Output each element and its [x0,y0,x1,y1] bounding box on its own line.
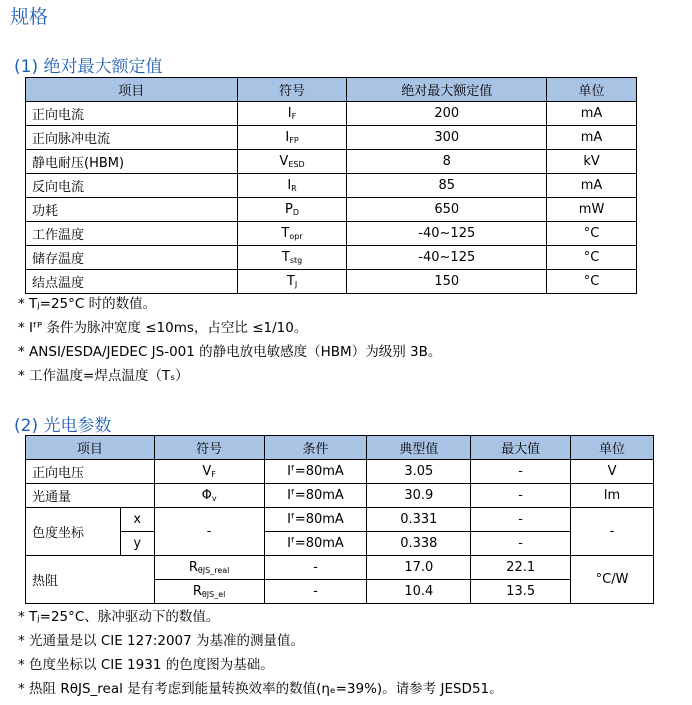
value-cell: 200 [347,102,547,126]
table-row [26,198,637,222]
symbol-cell: $R_{\theta JS\_el}$ [154,580,264,604]
value-cell: -40~125 [347,246,547,270]
max-cell: - [471,460,571,484]
typical-cell: 3.05 [367,460,471,484]
table-row [26,222,637,246]
item-cell: 功耗 [26,198,238,222]
note: * 工作温度=焊点温度（Tₛ） [18,368,189,384]
header-symbol: 符号 [154,436,264,460]
symbol-cell: $T_{stg}$ [237,246,347,270]
header-unit: 单位 [571,436,654,460]
symbol-cell: $V_F$ [154,460,264,484]
table-row-chromaticity-x [26,508,654,532]
symbol-cell: $I_R$ [237,174,347,198]
header-symbol: 符号 [237,78,347,102]
table-header-row [26,78,637,102]
table-row [26,270,637,294]
unit-cell: mA [547,174,637,198]
unit-cell: mA [547,102,637,126]
symbol-cell: $P_D$ [237,198,347,222]
unit-cell: kV [547,150,637,174]
table-row-chromaticity-y [26,532,654,556]
sub-item-cell: y [120,532,154,556]
symbol-cell: $R_{\theta JS\_real}$ [154,556,264,580]
section-title-electro-optical: (2) 光电参数 [14,416,112,436]
typical-cell: 30.9 [367,484,471,508]
condition-cell: Iᶠ=80mA [264,484,367,508]
value-cell: 650 [347,198,547,222]
item-cell: 正向脉冲电流 [26,126,238,150]
item-cell: 工作温度 [26,222,238,246]
item-cell: 色度坐标 [26,508,121,556]
condition-cell: - [264,556,367,580]
header-rating: 绝对最大额定值 [347,78,547,102]
notes-absolute-max [18,292,441,388]
value-cell: 85 [347,174,547,198]
item-cell: 结点温度 [26,270,238,294]
symbol-cell: $V_{ESD}$ [237,150,347,174]
table-header-row [26,436,654,460]
note: * Tⱼ=25°C、脉冲驱动下的数值。 [18,609,220,625]
item-cell: 反向电流 [26,174,238,198]
page-title: 规格 [10,6,49,28]
symbol-cell: $I_F$ [237,102,347,126]
unit-cell: °C [547,222,637,246]
unit-cell: °C/W [571,556,654,604]
max-cell: - [471,508,571,532]
note: * Iᶠᴾ 条件为脉冲宽度 ≤10ms，占空比 ≤1/10。 [18,320,308,336]
unit-cell: °C [547,270,637,294]
unit-cell: °C [547,246,637,270]
table-row-forward-voltage [26,460,654,484]
condition-cell: Iᶠ=80mA [264,460,367,484]
item-cell: 正向电压 [26,460,155,484]
unit-cell: mA [547,126,637,150]
note: * 热阻 RθJS_real 是有考虑到能量转换效率的数值(ηₑ=39%)。请参考 JESD51。 [18,681,503,697]
header-item: 项目 [26,436,155,460]
header-max: 最大值 [471,436,571,460]
condition-cell: - [264,580,367,604]
typical-cell: 17.0 [367,556,471,580]
unit-cell: mW [547,198,637,222]
max-cell: - [471,484,571,508]
note: * ANSI/ESDA/JEDEC JS-001 的静电放电敏感度（HBM）为级别 3B。 [18,344,442,360]
max-cell: 13.5 [471,580,571,604]
item-cell: 正向电流 [26,102,238,126]
unit-cell: lm [571,484,654,508]
typical-cell: 0.331 [367,508,471,532]
note: * Tⱼ=25°C 时的数值。 [18,296,157,312]
header-typical: 典型值 [367,436,471,460]
value-cell: 8 [347,150,547,174]
max-cell: 22.1 [471,556,571,580]
header-unit: 单位 [547,78,637,102]
value-cell: 150 [347,270,547,294]
table-row [26,150,637,174]
condition-cell: Iᶠ=80mA [264,508,367,532]
item-cell: 静电耐压(HBM) [26,150,238,174]
notes-electro-optical [18,605,503,701]
table-row [26,246,637,270]
section-title-absolute-max: (1) 绝对最大额定值 [14,57,163,77]
table-row [26,102,637,126]
symbol-cell: - [154,508,264,556]
absolute-max-ratings-table [25,77,637,294]
symbol-cell: $I_{FP}$ [237,126,347,150]
note: * 色度坐标以 CIE 1931 的色度图为基础。 [18,657,274,673]
value-cell: -40~125 [347,222,547,246]
symbol-cell: $\Phi_v$ [154,484,264,508]
table-row [26,126,637,150]
table-row-thermal-real [26,556,654,580]
header-condition: 条件 [264,436,367,460]
table-row-luminous-flux [26,484,654,508]
electro-optical-table [25,435,654,604]
typical-cell: 0.338 [367,532,471,556]
table-row [26,174,637,198]
typical-cell: 10.4 [367,580,471,604]
max-cell: - [471,532,571,556]
symbol-cell: $T_J$ [237,270,347,294]
value-cell: 300 [347,126,547,150]
header-item: 项目 [26,78,238,102]
unit-cell: - [571,508,654,556]
condition-cell: Iᶠ=80mA [264,532,367,556]
item-cell: 光通量 [26,484,155,508]
symbol-cell: $T_{opr}$ [237,222,347,246]
item-cell: 储存温度 [26,246,238,270]
note: * 光通量是以 CIE 127:2007 为基准的测量值。 [18,633,305,649]
sub-item-cell: x [120,508,154,532]
item-cell: 热阻 [26,556,155,604]
unit-cell: V [571,460,654,484]
